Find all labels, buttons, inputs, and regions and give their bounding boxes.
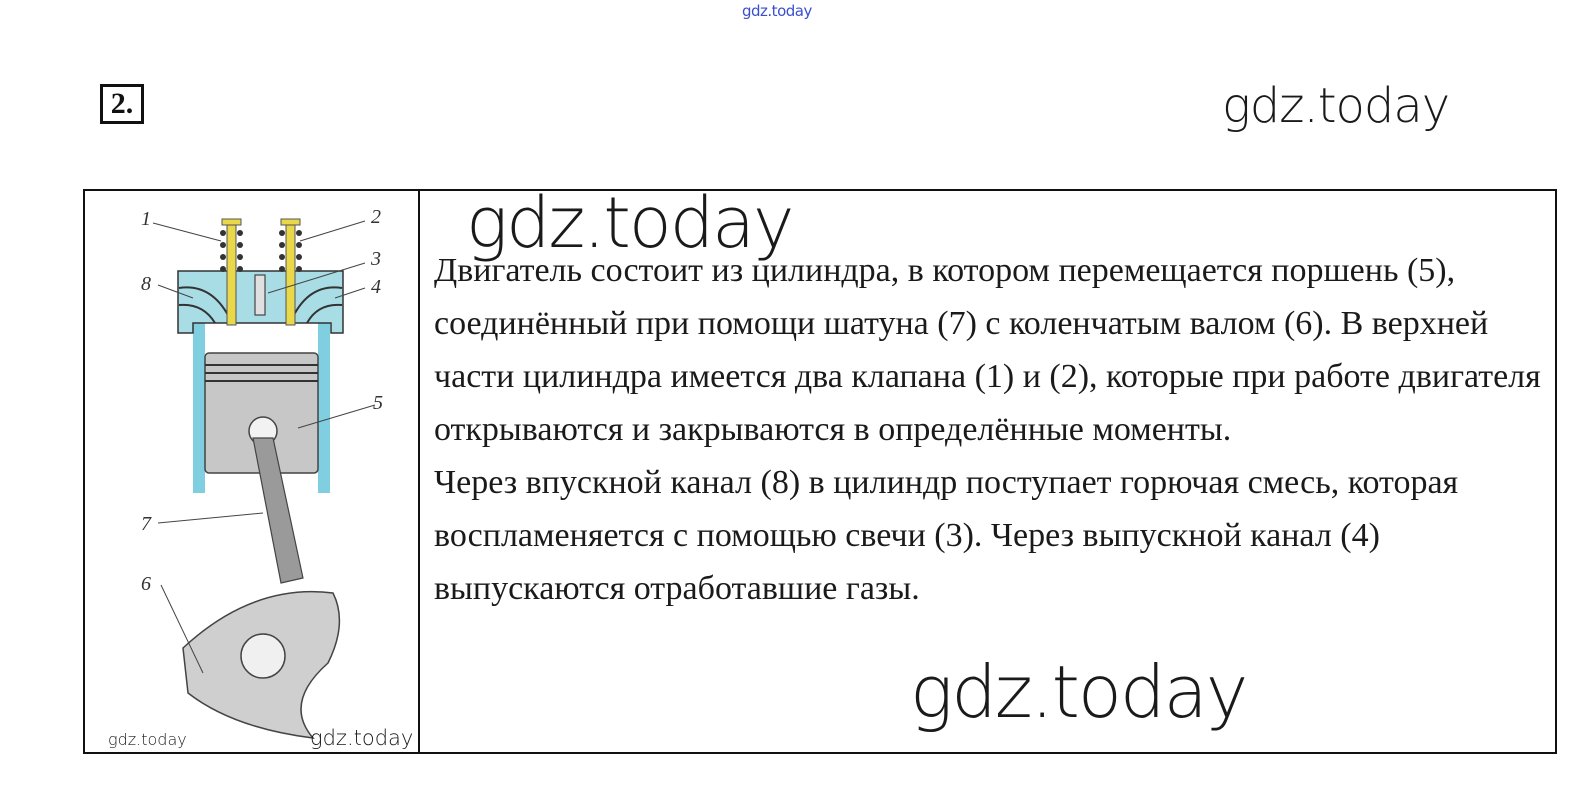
header-watermark: gdz.today: [1222, 78, 1450, 134]
cylinder-wall-right: [318, 323, 330, 493]
top-watermark: gdz.today: [742, 2, 812, 20]
label-2: 2: [371, 206, 381, 228]
image-watermark-right: gdz.today: [310, 726, 414, 750]
crankshaft-journal: [241, 634, 285, 678]
label-8: 8: [141, 273, 151, 295]
valve-left-cap: [222, 219, 241, 225]
task-number: 2.: [100, 84, 144, 124]
label-5: 5: [373, 392, 383, 414]
paragraph-1: Двигатель состоит из цилиндра, в котором перемещается поршень (5), соединённый при помощи шатуна (7) с коленчатым валом (6). В верхней части цилиндра имеется два клапана (1) и (2), которые при работе двигателя открываются и закрываются в определённые моменты.: [434, 252, 1541, 448]
valve-right-cap: [281, 219, 300, 225]
label-6: 6: [141, 573, 151, 595]
engine-diagram: [103, 193, 415, 749]
valve-right-stem: [286, 221, 295, 325]
answer-text: [434, 244, 1544, 615]
paragraph-2: Через впускной канал (8) в цилиндр поступает горючая смесь, которая воспламеняется с помощью свечи (3). Через выпускной канал (4) выпускаются отработавшие газы.: [434, 464, 1459, 607]
frame-divider: [418, 189, 420, 754]
image-watermark-left: gdz.today: [108, 730, 187, 749]
text-watermark-top: gdz.today: [466, 182, 793, 264]
label-7: 7: [141, 513, 151, 535]
valve-left-stem: [227, 221, 236, 325]
label-4: 4: [371, 276, 381, 298]
spark-plug: [255, 275, 265, 315]
text-watermark-bottom: gdz.today: [910, 650, 1247, 734]
cylinder-wall-left: [193, 323, 205, 493]
label-1: 1: [141, 208, 151, 230]
label-3: 3: [371, 248, 381, 270]
